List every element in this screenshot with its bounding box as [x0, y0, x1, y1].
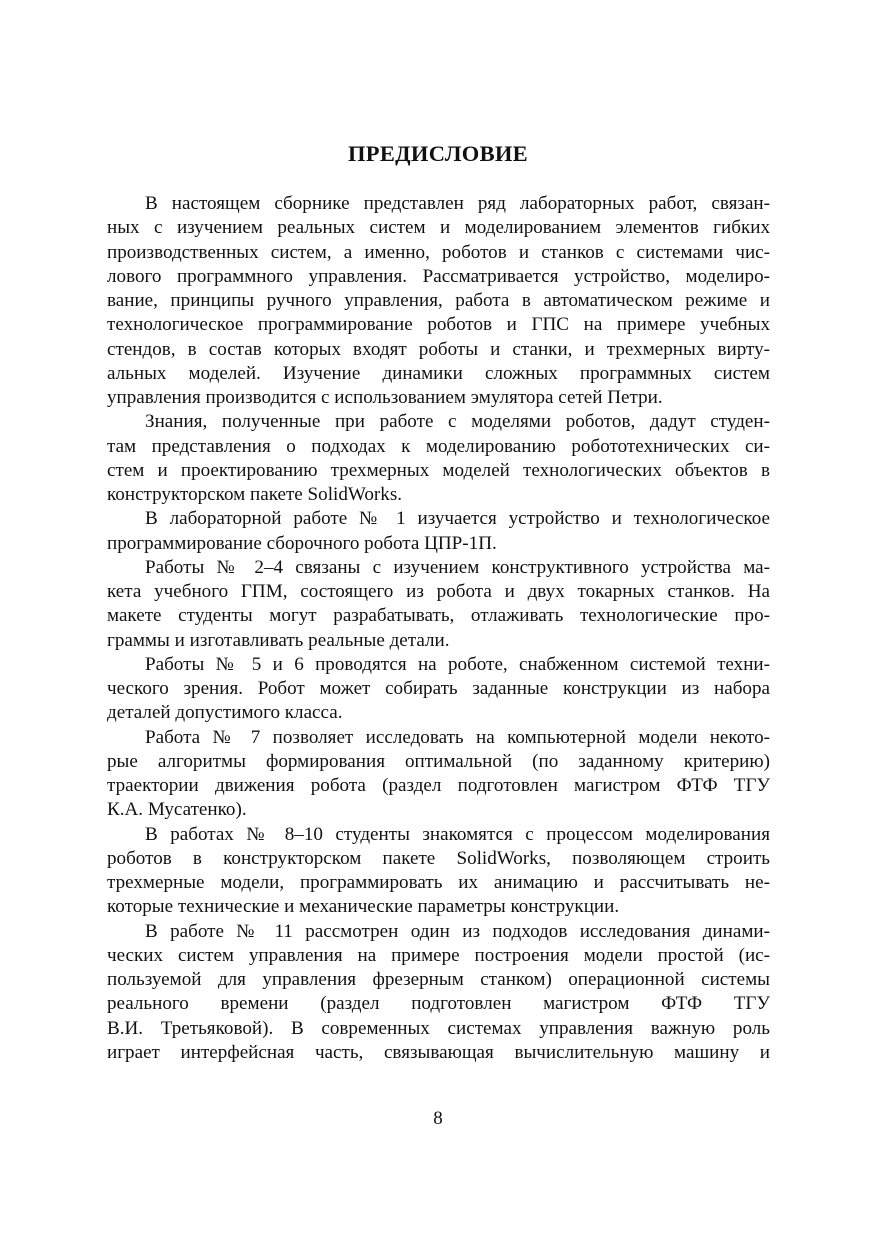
- text-line: стем и проектированию трехмерных моделей технологических объектов в: [107, 459, 770, 481]
- text-line: В.И. Третьяковой). В современных системах управления важную роль: [107, 1017, 770, 1039]
- text-line: конструкторском пакете SolidWorks.: [107, 484, 403, 505]
- paragraph-first-line: В работе № 11 рассмотрен один из подходов исследования динами-: [145, 920, 770, 942]
- text-line: траектории движения робота (раздел подготовлен магистром ФТФ ТГУ: [107, 775, 770, 796]
- text-line: трехмерные модели, программировать их анимацию и рассчитывать не-: [107, 872, 770, 893]
- text-line: производственных систем, а именно, роботов и станков с системами чис-: [107, 241, 770, 263]
- text-line: К.А. Мусатенко).: [107, 799, 247, 821]
- text-line: управления производится с использованием эмулятора сетей Петри.: [107, 387, 663, 408]
- text-line: макете студенты могут разрабатывать, отлаживать технологические про-: [107, 605, 770, 627]
- paragraph-first-line: В настоящем сборнике представлен ряд лабораторных работ, связан-: [145, 193, 770, 214]
- text-line: стендов, в состав которых входят роботы и станки, и трехмерных вирту-: [107, 338, 770, 360]
- text-line: программирование сборочного робота ЦПР-1П.: [107, 532, 497, 554]
- page-number: 8: [433, 1108, 443, 1129]
- paragraph-first-line: В работах № 8–10 студенты знакомятся с процессом моделирования: [145, 823, 770, 845]
- text-line: пользуемой для управления фрезерным станком) операционной системы: [107, 969, 770, 990]
- text-line: там представления о подходах к моделированию робототехнических си-: [107, 435, 770, 457]
- text-line: кета учебного ГПМ, состоящего из робота и двух токарных станков. На: [107, 581, 770, 602]
- text-line: реального времени (раздел подготовлен магистром ФТФ ТГУ: [107, 993, 770, 1015]
- text-line: вание, принципы ручного управления, работа в автоматическом режиме и: [107, 290, 770, 311]
- text-line: ческого зрения. Робот может собирать заданные конструкции из набора: [107, 678, 770, 699]
- text-line: деталей допустимого класса.: [107, 702, 343, 724]
- paragraph-first-line: Работы № 5 и 6 проводятся на роботе, снабженном системой техни-: [145, 653, 770, 675]
- text-line: играет интерфейсная часть, связывающая вычислительную машину и: [107, 1041, 770, 1063]
- text-line: ных с изучением реальных систем и моделированием элементов гибких: [107, 217, 770, 239]
- paragraph-first-line: Работы № 2–4 связаны с изучением конструктивного устройства ма-: [145, 556, 770, 578]
- paragraph-first-line: Работа № 7 позволяет исследовать на компьютерной модели некото-: [145, 726, 770, 748]
- text-line: которые технические и механические параметры конструкции.: [107, 896, 620, 918]
- text-line: альных моделей. Изучение динамики сложных программных систем: [107, 362, 770, 384]
- text-line: рые алгоритмы формирования оптимальной (по заданному критерию): [107, 750, 770, 772]
- text-line: граммы и изготавливать реальные детали.: [107, 629, 450, 651]
- body-text: [107, 192, 770, 1065]
- paragraph-first-line: Знания, полученные при работе с моделями роботов, дадут студен-: [145, 411, 770, 433]
- text-line: технологическое программирование роботов и ГПС на примере учебных: [107, 314, 770, 336]
- page-title: ПРЕДИСЛОВИЕ: [347, 141, 528, 166]
- text-line: ческих систем управления на примере построения модели простой (ис-: [107, 944, 770, 966]
- text-line: лового программного управления. Рассматривается устройство, моделиро-: [107, 265, 770, 287]
- text-line: роботов в конструкторском пакете SolidWorks, позволяющем строить: [107, 847, 770, 869]
- paragraph-first-line: В лабораторной работе № 1 изучается устройство и технологическое: [145, 508, 770, 530]
